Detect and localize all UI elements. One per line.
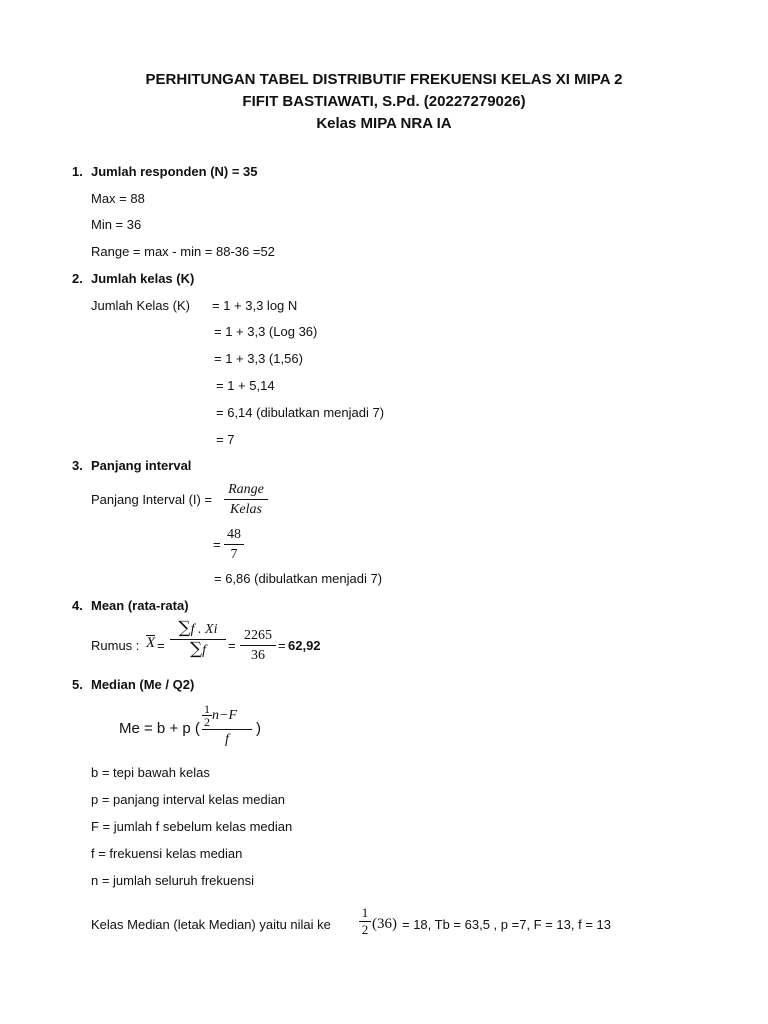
fraction-numerator <box>170 620 226 638</box>
section-heading-mean: Mean (rata-rata) <box>91 598 189 613</box>
fraction-numerator: Range <box>228 482 264 497</box>
numerator-expression: f . Xi <box>190 622 218 637</box>
fraction-numerator: 48 <box>227 527 241 542</box>
half-fraction <box>202 703 212 728</box>
equals-sign: = <box>228 638 236 653</box>
fraction-denominator: 36 <box>251 648 265 663</box>
x-bar-symbol: X <box>146 635 156 651</box>
min-value: Min = 36 <box>91 217 142 232</box>
definition-b: b = tepi bawah kelas <box>91 765 210 780</box>
class-line: Kelas MIPA NRA IA <box>316 115 452 132</box>
range-over-kelas-fraction <box>224 481 268 518</box>
equals-sign: = <box>157 638 165 653</box>
fraction-denominator: Kelas <box>230 502 262 517</box>
section-heading-median: Median (Me / Q2) <box>91 677 195 692</box>
kelas-step-6: = 7 <box>216 432 235 447</box>
fraction-denominator: 2 <box>361 922 369 937</box>
section-number-2: 2. <box>72 271 83 286</box>
n-minus-F: n−F <box>212 708 237 723</box>
fraction-bar <box>240 645 276 646</box>
interval-result: = 6,86 (dibulatkan menjadi 7) <box>214 571 383 586</box>
equals-sign: = <box>278 638 286 653</box>
definition-n: n = jumlah seluruh frekuensi <box>91 873 254 888</box>
equals-sign: = <box>213 537 221 552</box>
section-heading-jumlah-kelas: Jumlah kelas (K) <box>91 271 195 286</box>
fraction-numerator: 1 <box>361 905 369 920</box>
section-number-4: 4. <box>72 598 83 613</box>
panjang-interval-label: Panjang Interval (I) = <box>91 492 213 507</box>
half-numerator: 1 <box>204 702 210 716</box>
page-title: PERHITUNGAN TABEL DISTRIBUTIF FREKUENSI KELAS XI MIPA 2 <box>145 71 623 88</box>
section-heading-responden: Jumlah responden (N) = 35 <box>91 164 258 179</box>
sigma-symbol: ∑ <box>178 618 191 638</box>
median-formula-suffix: ) <box>256 720 261 737</box>
kelas-step-4: = 1 + 5,14 <box>216 378 275 393</box>
mean-value-fraction <box>240 627 276 664</box>
definition-f: f = frekuensi kelas median <box>91 846 243 861</box>
median-argument: (36) <box>372 916 397 932</box>
jumlah-kelas-label: Jumlah Kelas (K) <box>91 298 190 313</box>
section-heading-panjang-interval: Panjang interval <box>91 458 192 473</box>
median-formula-prefix: Me = b + p ( <box>119 720 200 737</box>
section-number-3: 3. <box>72 458 83 473</box>
median-half-fraction <box>359 906 371 937</box>
range-value: Range = max - min = 88-36 =52 <box>91 244 275 259</box>
rumus-label: Rumus : <box>91 638 140 653</box>
kelas-step-2: = 1 + 3,3 (Log 36) <box>214 324 318 339</box>
max-value: Max = 88 <box>91 191 145 206</box>
fraction-bar <box>224 544 244 545</box>
half-denominator: 2 <box>204 715 210 729</box>
sigma-symbol: ∑ <box>189 639 203 659</box>
fraction-denominator <box>170 641 226 659</box>
fraction-denominator: f <box>225 732 229 747</box>
mean-formula-fraction <box>170 620 226 659</box>
denominator-expression: f <box>202 643 207 658</box>
section-number-5: 5. <box>72 677 83 692</box>
definition-p: p = panjang interval kelas median <box>91 792 286 807</box>
kelas-step-1: = 1 + 3,3 log N <box>212 298 298 313</box>
fraction-bar <box>224 499 268 500</box>
fraction-bar <box>202 729 252 730</box>
mean-result: 62,92 <box>288 638 321 653</box>
fraction-denominator: 7 <box>230 547 238 562</box>
definition-F: F = jumlah f sebelum kelas median <box>91 819 293 834</box>
kelas-step-5: = 6,14 (dibulatkan menjadi 7) <box>216 405 385 420</box>
author-line: FIFIT BASTIAWATI, S.Pd. (20227279026) <box>242 93 526 110</box>
interval-value-fraction <box>224 526 244 563</box>
fraction-numerator: 2265 <box>244 628 272 643</box>
kelas-step-3: = 1 + 3,3 (1,56) <box>214 351 303 366</box>
fraction-numerator <box>202 703 252 728</box>
median-formula-fraction <box>202 703 252 748</box>
section-number-1: 1. <box>72 164 83 179</box>
kelas-median-text: Kelas Median (letak Median) yaitu nilai ke <box>91 917 331 932</box>
median-result: = 18, Tb = 63,5 , p =7, F = 13, f = 13 <box>402 917 611 932</box>
